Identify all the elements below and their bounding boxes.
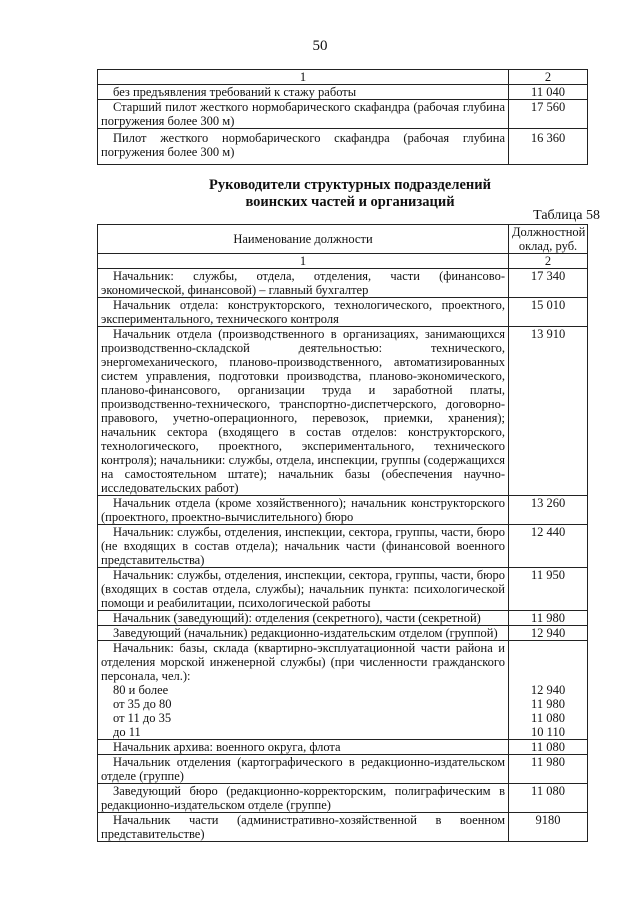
- main-table: [97, 224, 588, 842]
- salary-value: 15 010: [509, 298, 588, 327]
- column-number: 2: [509, 254, 588, 269]
- column-number: 2: [509, 70, 588, 85]
- position-name: Пилот жесткого нормобарического скафандра (рабочая глубина погружения более 300 м): [98, 129, 509, 165]
- salary-value-group: [509, 641, 588, 740]
- salary-value: 11 080: [509, 784, 588, 813]
- position-name: Начальник: службы, отделения, инспекции, сектора, группы, части, бюро (входящих в состав отдела, службы); начальник пункта: психологической помощи и реабилитации, психологической работы: [98, 568, 509, 611]
- position-name: Начальник (заведующий): отделения (секретного), части (секретной): [98, 611, 509, 626]
- salary-value: 11 080: [531, 711, 565, 725]
- position-name: Заведующий бюро (редакционно-корректорским, полиграфическим в редакционно-издательском отделе (группе): [98, 784, 509, 813]
- salary-value: 11 040: [509, 85, 588, 100]
- table-row: [98, 85, 588, 100]
- table-label: Таблица 58: [533, 208, 600, 223]
- table-row: [98, 70, 588, 85]
- sub-item-label: до 11: [113, 725, 141, 739]
- position-name: Начальник архива: военного округа, флота: [98, 740, 509, 755]
- top-table: [97, 69, 588, 165]
- page-number: 50: [312, 38, 328, 54]
- sub-item-label: 80 и более: [113, 683, 169, 697]
- salary-value: 9180: [509, 813, 588, 842]
- table-row: [98, 269, 588, 298]
- salary-value: 11 950: [509, 568, 588, 611]
- table-row: [98, 525, 588, 568]
- table-row: [98, 327, 588, 496]
- table-row: [98, 100, 588, 129]
- column-numbers-row: [98, 254, 588, 269]
- salary-value: 13 910: [509, 327, 588, 496]
- salary-value: 10 110: [531, 725, 565, 739]
- position-name: Начальник: службы, отделения, инспекции, сектора, группы, части, бюро (не входящих в состав отдела); начальник части (финансовой военного представительства): [98, 525, 509, 568]
- column-number: 1: [98, 70, 509, 85]
- column-number: 1: [98, 254, 509, 269]
- section-title: [0, 177, 640, 211]
- salary-value: 11 980: [509, 611, 588, 626]
- header-name: Наименование должности: [98, 225, 509, 254]
- table-row: [98, 641, 588, 740]
- position-name-group: [98, 641, 509, 740]
- salary-value: 12 940: [509, 626, 588, 641]
- position-name: Начальник отдела: конструкторского, технологического, проектного, экспериментального, технического контроля: [98, 298, 509, 327]
- table-row: [98, 129, 588, 165]
- section-title-line: воинских частей и организаций: [245, 194, 455, 210]
- salary-value: 12 440: [509, 525, 588, 568]
- position-name: Начальник: службы, отдела, отделения, части (финансово-экономической, финансовой) – главный бухгалтер: [98, 269, 509, 298]
- table-row: [98, 496, 588, 525]
- position-name: Старший пилот жесткого нормобарического скафандра (рабочая глубина погружения более 300 м): [98, 100, 509, 129]
- salary-value: 11 980: [509, 755, 588, 784]
- table-row: [98, 298, 588, 327]
- salary-value: 11 080: [509, 740, 588, 755]
- table-header-row: [98, 225, 588, 254]
- table-row: [98, 740, 588, 755]
- position-name: Начальник отдела (производственного в организациях, занимающихся производственно-складской деятельностью: технического, энергомеханического, планово-производственного, автоматизированных систем управления, подготовки производства, планово-экономического, планово-финансового, организации труда и заработной платы, производственно-технического, транспортно-диспетчерского, договорно-правового, учетно-операционного, перевозок, приемки, хранения); начальник сектора (входящего в состав отделов: конструкторского, технологического, проектного, экспериментального, технического контроля); начальники: службы, отдела, инспекции, группы (содержащихся на самостоятельном штате); начальник базы (обеспечения научно-исследовательских работ): [98, 327, 509, 496]
- table-row: [98, 784, 588, 813]
- salary-value: 11 980: [531, 697, 565, 711]
- position-name: Начальник части (административно-хозяйственной в военном представительстве): [98, 813, 509, 842]
- sub-item-label: от 35 до 80: [113, 697, 172, 711]
- table-row: [98, 626, 588, 641]
- salary-value: 12 940: [530, 683, 566, 697]
- position-name: Заведующий (начальник) редакционно-издательским отделом (группой): [98, 626, 509, 641]
- salary-value: 16 360: [509, 129, 588, 165]
- header-salary: Должностной оклад, руб.: [509, 225, 588, 254]
- position-name: Начальник отделения (картографического в редакционно-издательском отделе (группе): [98, 755, 509, 784]
- table-row: [98, 611, 588, 626]
- section-title-line: Руководители структурных подразделений: [209, 177, 491, 193]
- table-row: [98, 813, 588, 842]
- table-row: [98, 755, 588, 784]
- position-name: Начальник отдела (кроме хозяйственного); начальник конструкторского (проектного, проектно-вычислительного) бюро: [98, 496, 509, 525]
- sub-item-label: от 11 до 35: [113, 711, 172, 725]
- salary-value: 13 260: [509, 496, 588, 525]
- position-name: без предъявления требований к стажу работы: [98, 85, 509, 100]
- position-name: Начальник: базы, склада (квартирно-эксплуатационной части района и отделения морской инженерной службы) (при численности гражданского персонала, чел.):: [101, 641, 505, 683]
- salary-value: 17 560: [509, 100, 588, 129]
- salary-value: 17 340: [509, 269, 588, 298]
- table-row: [98, 568, 588, 611]
